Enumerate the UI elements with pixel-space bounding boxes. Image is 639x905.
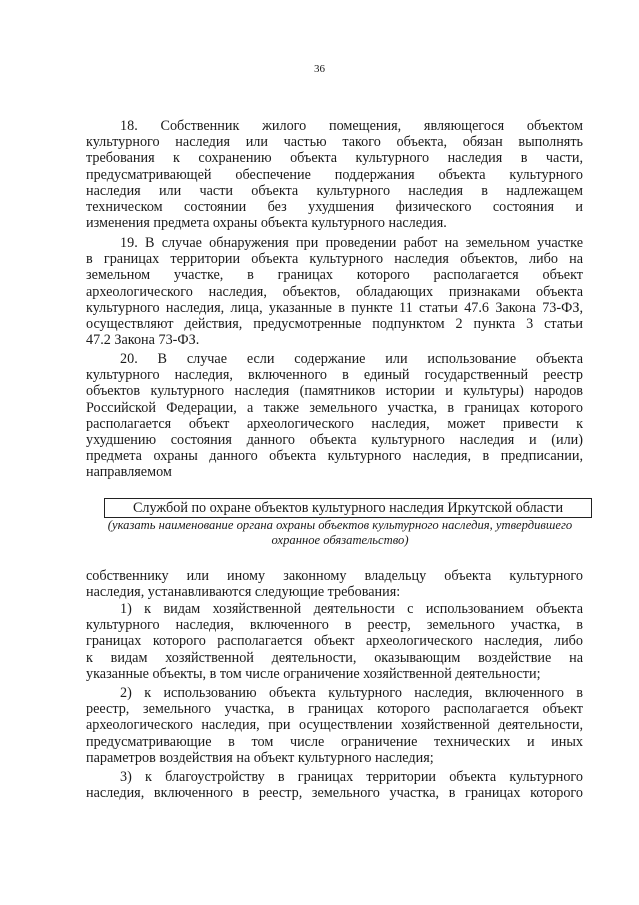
requirement-item-2 xyxy=(86,685,583,766)
text-line: культурного наследия, лица, указанные в пункте 11 статьи 47.6 Закона 73-ФЗ, xyxy=(86,299,583,316)
caption-line: охранное обязательство) xyxy=(271,533,409,547)
text-line: 18. Собственник жилого помещения, являющегося объектом xyxy=(120,118,583,134)
text-line: 20. В случае если содержание или использование объекта xyxy=(120,351,583,367)
text-line: культурного наследия, включенного в реестр, земельного участка, в xyxy=(86,617,583,634)
text-line: к видам хозяйственной деятельности, оказывающим воздействие на xyxy=(86,649,583,666)
authority-name-box: Службой по охране объектов культурного наследия Иркутской области xyxy=(104,498,592,518)
text-line: наследия, включенного в реестр, земельного участка, в границах которого xyxy=(86,785,583,802)
requirement-item-3 xyxy=(86,769,583,801)
text-line: наследия, устанавливаются следующие требования: xyxy=(86,584,401,601)
requirements-intro xyxy=(86,568,583,600)
requirement-item-1 xyxy=(86,601,583,682)
text-line: земельном участке, в границах которого располагается объект xyxy=(86,267,583,284)
text-line: археологического наследия, объектов, обладающих признаками объекта xyxy=(86,283,583,300)
text-line: требования к сохранению объекта культурного наследия в части, xyxy=(86,150,583,167)
text-line: 47.2 Закона 73-ФЗ. xyxy=(86,332,200,349)
paragraph-20 xyxy=(86,351,583,481)
text-line: предмета охраны данного объекта культурного наследия, в предписании, xyxy=(86,448,583,465)
authority-caption xyxy=(86,518,594,548)
text-line: культурного наследия или частью такого объекта, обязан выполнять xyxy=(86,134,583,151)
text-line: располагается объект археологического наследия, может привести к xyxy=(86,415,583,432)
paragraph-18 xyxy=(86,118,583,231)
text-line: границах которого располагается объект археологического наследия, либо xyxy=(86,633,583,650)
text-line: осуществляют действия, предусмотренные подпунктом 2 пункта 3 статьи xyxy=(86,316,583,333)
text-line: наследия или части объекта культурного наследия в надлежащем xyxy=(86,182,583,199)
text-line: 19. В случае обнаружения при проведении работ на земельном участке xyxy=(120,235,583,251)
caption-line: (указать наименование органа охраны объектов культурного наследия, утвердившего xyxy=(107,518,573,532)
page-number: 36 xyxy=(314,63,325,75)
text-line: культурного наследия, включенного в единый государственный реестр xyxy=(86,367,583,384)
text-line: 3) к благоустройству в границах территории объекта культурного xyxy=(120,769,583,785)
text-line: указанные объекты, в том числе ограничение хозяйственной деятельности; xyxy=(86,665,541,682)
text-line: 1) к видам хозяйственной деятельности с использованием объекта xyxy=(120,601,583,617)
paragraph-19 xyxy=(86,235,583,348)
text-line: в границах территории объекта культурного наследия объектов, либо на xyxy=(86,251,583,268)
text-line: объектов культурного наследия (памятников истории и культуры) народов xyxy=(86,383,583,400)
text-line: реестр, земельного участка, в границах которого располагается объект xyxy=(86,701,583,718)
text-line: 2) к использованию объекта культурного наследия, включенного в xyxy=(120,685,583,701)
text-line: предусматривающей обеспечение поддержания объекта культурного xyxy=(86,166,583,183)
text-line: Российской Федерации, а также земельного участка, в границах которого xyxy=(86,399,583,416)
text-line: параметров воздействия на объект культурного наследия; xyxy=(86,749,434,766)
text-line: направляемом xyxy=(86,464,172,481)
text-line: археологического наследия, при осуществлении хозяйственной деятельности, xyxy=(86,717,583,734)
text-line: ухудшению состояния данного объекта культурного наследия и (или) xyxy=(86,432,583,449)
text-line: техническом состоянии без ухудшения физического состояния и xyxy=(86,199,583,216)
text-line: собственнику или иному законному владельцу объекта культурного xyxy=(86,568,583,584)
text-line: предусматривающие в том числе ограничение технических и иных xyxy=(86,733,583,750)
text-line: изменения предмета охраны объекта культурного наследия. xyxy=(86,215,447,232)
